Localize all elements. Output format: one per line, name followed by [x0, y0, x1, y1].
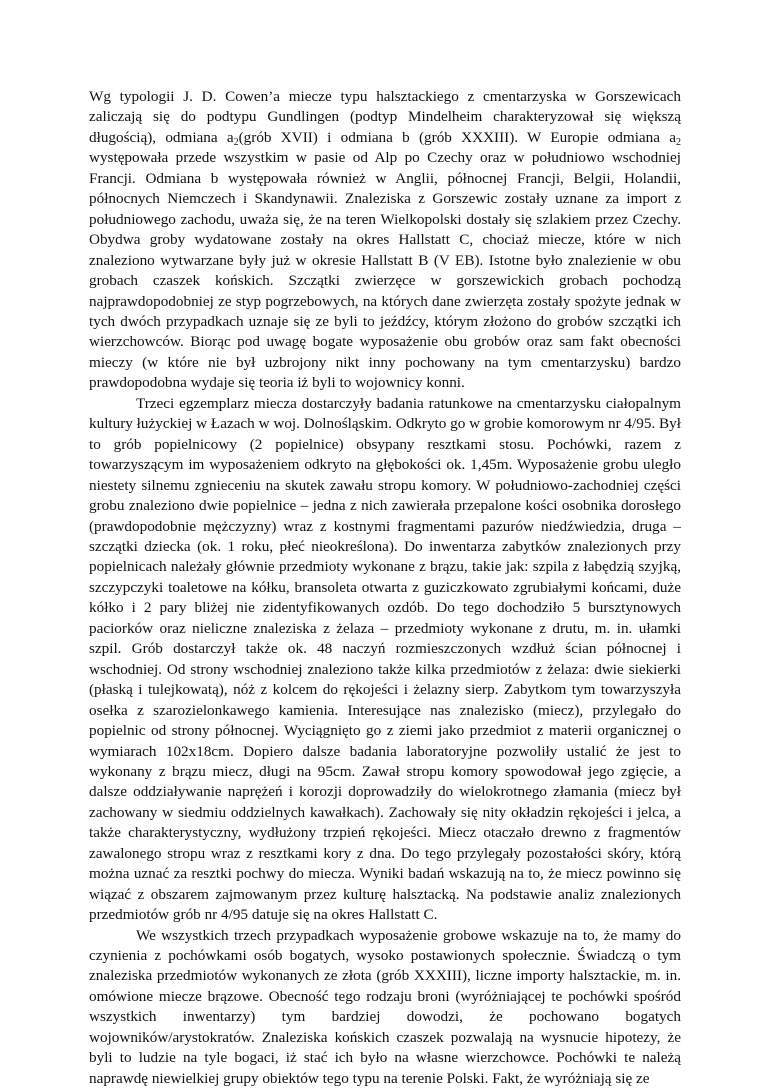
paragraph-2: [89, 394, 681, 926]
paragraph-2-text: Trzeci egzemplarz miecza dostarczyły badania ratunkowe na cmentarzysku ciałopalnym kultury łużyckiej w Łazach w woj. Dolnośląskim. Odkryto go w grobie komorowym nr 4/95. Był to grób popielnicowy (2 popielnice) obsypany resztkami stosu. Pochówki, razem z towarzyszącym im wyposażeniem odkryto na głębokości ok. 1,45m. Wyposażenie grobu uległo niestety silnemu zgnieceniu na skutek zawału stropu komory. W południowo-zachodniej części grobu znaleziono dwie popielnice – jedna z nich zawierała przepalone kości osobnika dorosłego (prawdopodobnie mężczyzny) wraz z kostnymi fragmentami pazurów niedźwiedzia, druga – szczątki dziecka (ok. 1 roku, płeć nieokreślona). Do inwentarza zabytków znalezionych przy popielnicach należały głównie przedmioty wykonane z brązu, takie jak: szpila z łabędzią szyjką, szczypczyki toaletowe na kółku, bransoleta otwarta z guziczkowato zgrubiałymi końcami, duże kółko i 2 pary bliżej nie zidentyfikowanych ozdób. Do tego dochodziło 5 bursztynowych paciorków oraz nieliczne znaleziska z żelaza – przedmioty wykonane z drutu, m. in. ułamki szpil. Grób dostarczył także ok. 48 naczyń rozmieszczonych wzdłuż ścian północnej i wschodniej. Od strony wschodniej znaleziono także kilka przedmiotów z żelaza: dwie siekierki (płaską i tulejkowatą), nóż z kolcem do rękojeści i żelazny sierp. Zabytkom tym towarzyszyła osełka z szarozielonkawego kamienia. Interesujące nas znalezisko (miecz), przylegało do popielnic od strony północnej. Wyciągnięto go z ziemi jako przedmiot z materii organicznej o wymiarach 102x18cm. Dopiero dalsze badania laboratoryjne pozwoliły ustalić że jest to wykonany z brązu miecz, długi na 95cm. Zawał stropu komory spowodował jego zgięcie, a dalsze oddziaływanie naprężeń i korozji doprowadziły do wielokrotnego złamania (miecz był zachowany w siedmiu oddzielnych kawałkach). Zachowały się nity okładzin rękojeści i jelca, a także charakterystyczny, wydłużony trzpień rękojeści. Miecz otaczało drewno z fragmentów zawalonego stropu wraz z resztkami kory z dna. Do tego przylegały pozostałości skóry, którą można uznać za resztki pochwy do miecza. Wyniki badań wskazują na to, że miecz powinno się wiązać z obszarem zajmowanym przez kulturę halsztacką. Na podstawie analiz znalezionych przedmiotów grób nr 4/95 datuje się na okres Hallstatt C.: [89, 394, 681, 924]
paragraph-1-text-1: Wg typologii J. D. Cowen’a miecze typu halsztackiego z cmentarzyska w Gorszewicach zaliczają się do podtypu Gundlingen (podtyp Mindelheim charakteryzował się większą długością), odmiana a: [89, 88, 681, 146]
paragraph-3: [89, 926, 681, 1089]
paragraph-1-text-3: występowała przede wszystkim w pasie od Alp po Czechy oraz w południowo wschodniej Francji. Odmiana b występowała również w Anglii, północnej Francji, Belgii, Holandii, północnych Niemczech i Skandynawii. Znaleziska z Gorszewic zostały uznane za import z południowego zachodu, uważa się, że na teren Wielkopolski dostały się szlakiem przez Czechy. Obydwa groby wydatowane zostały na okres Hallstatt C, chociaż miecze, które w nich znaleziono wytwarzane były już w okresie Hallstatt B (V EB). Istotne było znalezienie w obu grobach czaszek końskich. Szczątki zwierzęce w gorszewickich grobach pochodzą najprawdopodobniej ze styp pogrzebowych, na których dane zwierzęta zostały spożyte jednak w tych dwóch przypadkach uznaje się ze byli to jeźdźcy, którym złożono do grobów szczątki ich wierzchowców. Biorąc pod uwagę bogate wyposażenie obu grobów oraz sam fakt obecności mieczy (w które nie był uzbrojony nikt inny pochowany na tym cmentarzysku) bardzo prawdopodobna wydaje się teoria iż byli to wojownicy konni.: [89, 149, 681, 392]
paragraph-1-text-2: (grób XVII) i odmiana b (grób XXXIII). W Europie odmiana a: [238, 128, 676, 146]
subscript-2: 2: [676, 136, 681, 148]
subscript-2: 2: [233, 136, 239, 148]
document-page: [89, 87, 681, 1089]
paragraph-1: [89, 87, 681, 394]
paragraph-3-text: We wszystkich trzech przypadkach wyposażenie grobowe wskazuje na to, że mamy do czynienia z pochówkami osób bogatych, wysoko postawionych społecznie. Świadczą o tym znaleziska przedmiotów wykonanych ze złota (grób XXXIII), liczne importy halsztackie, m. in. omówione miecze brązowe. Obecność tego rodzaju broni (wyróżniającej te pochówki spośród wszystkich inwentarzy) tym bardziej dowodzi, że pochowano bogatych wojowników/arystokratów. Znaleziska końskich czaszek pozwalają na wysnucie hipotezy, że byli to ludzie na tyle bogaci, iż stać ich było na własne wierzchowce. Pochówki te należą naprawdę niewielkiej grupy obiektów tego typu na terenie Polski. Fakt, że wyróżniają się ze: [89, 926, 681, 1087]
